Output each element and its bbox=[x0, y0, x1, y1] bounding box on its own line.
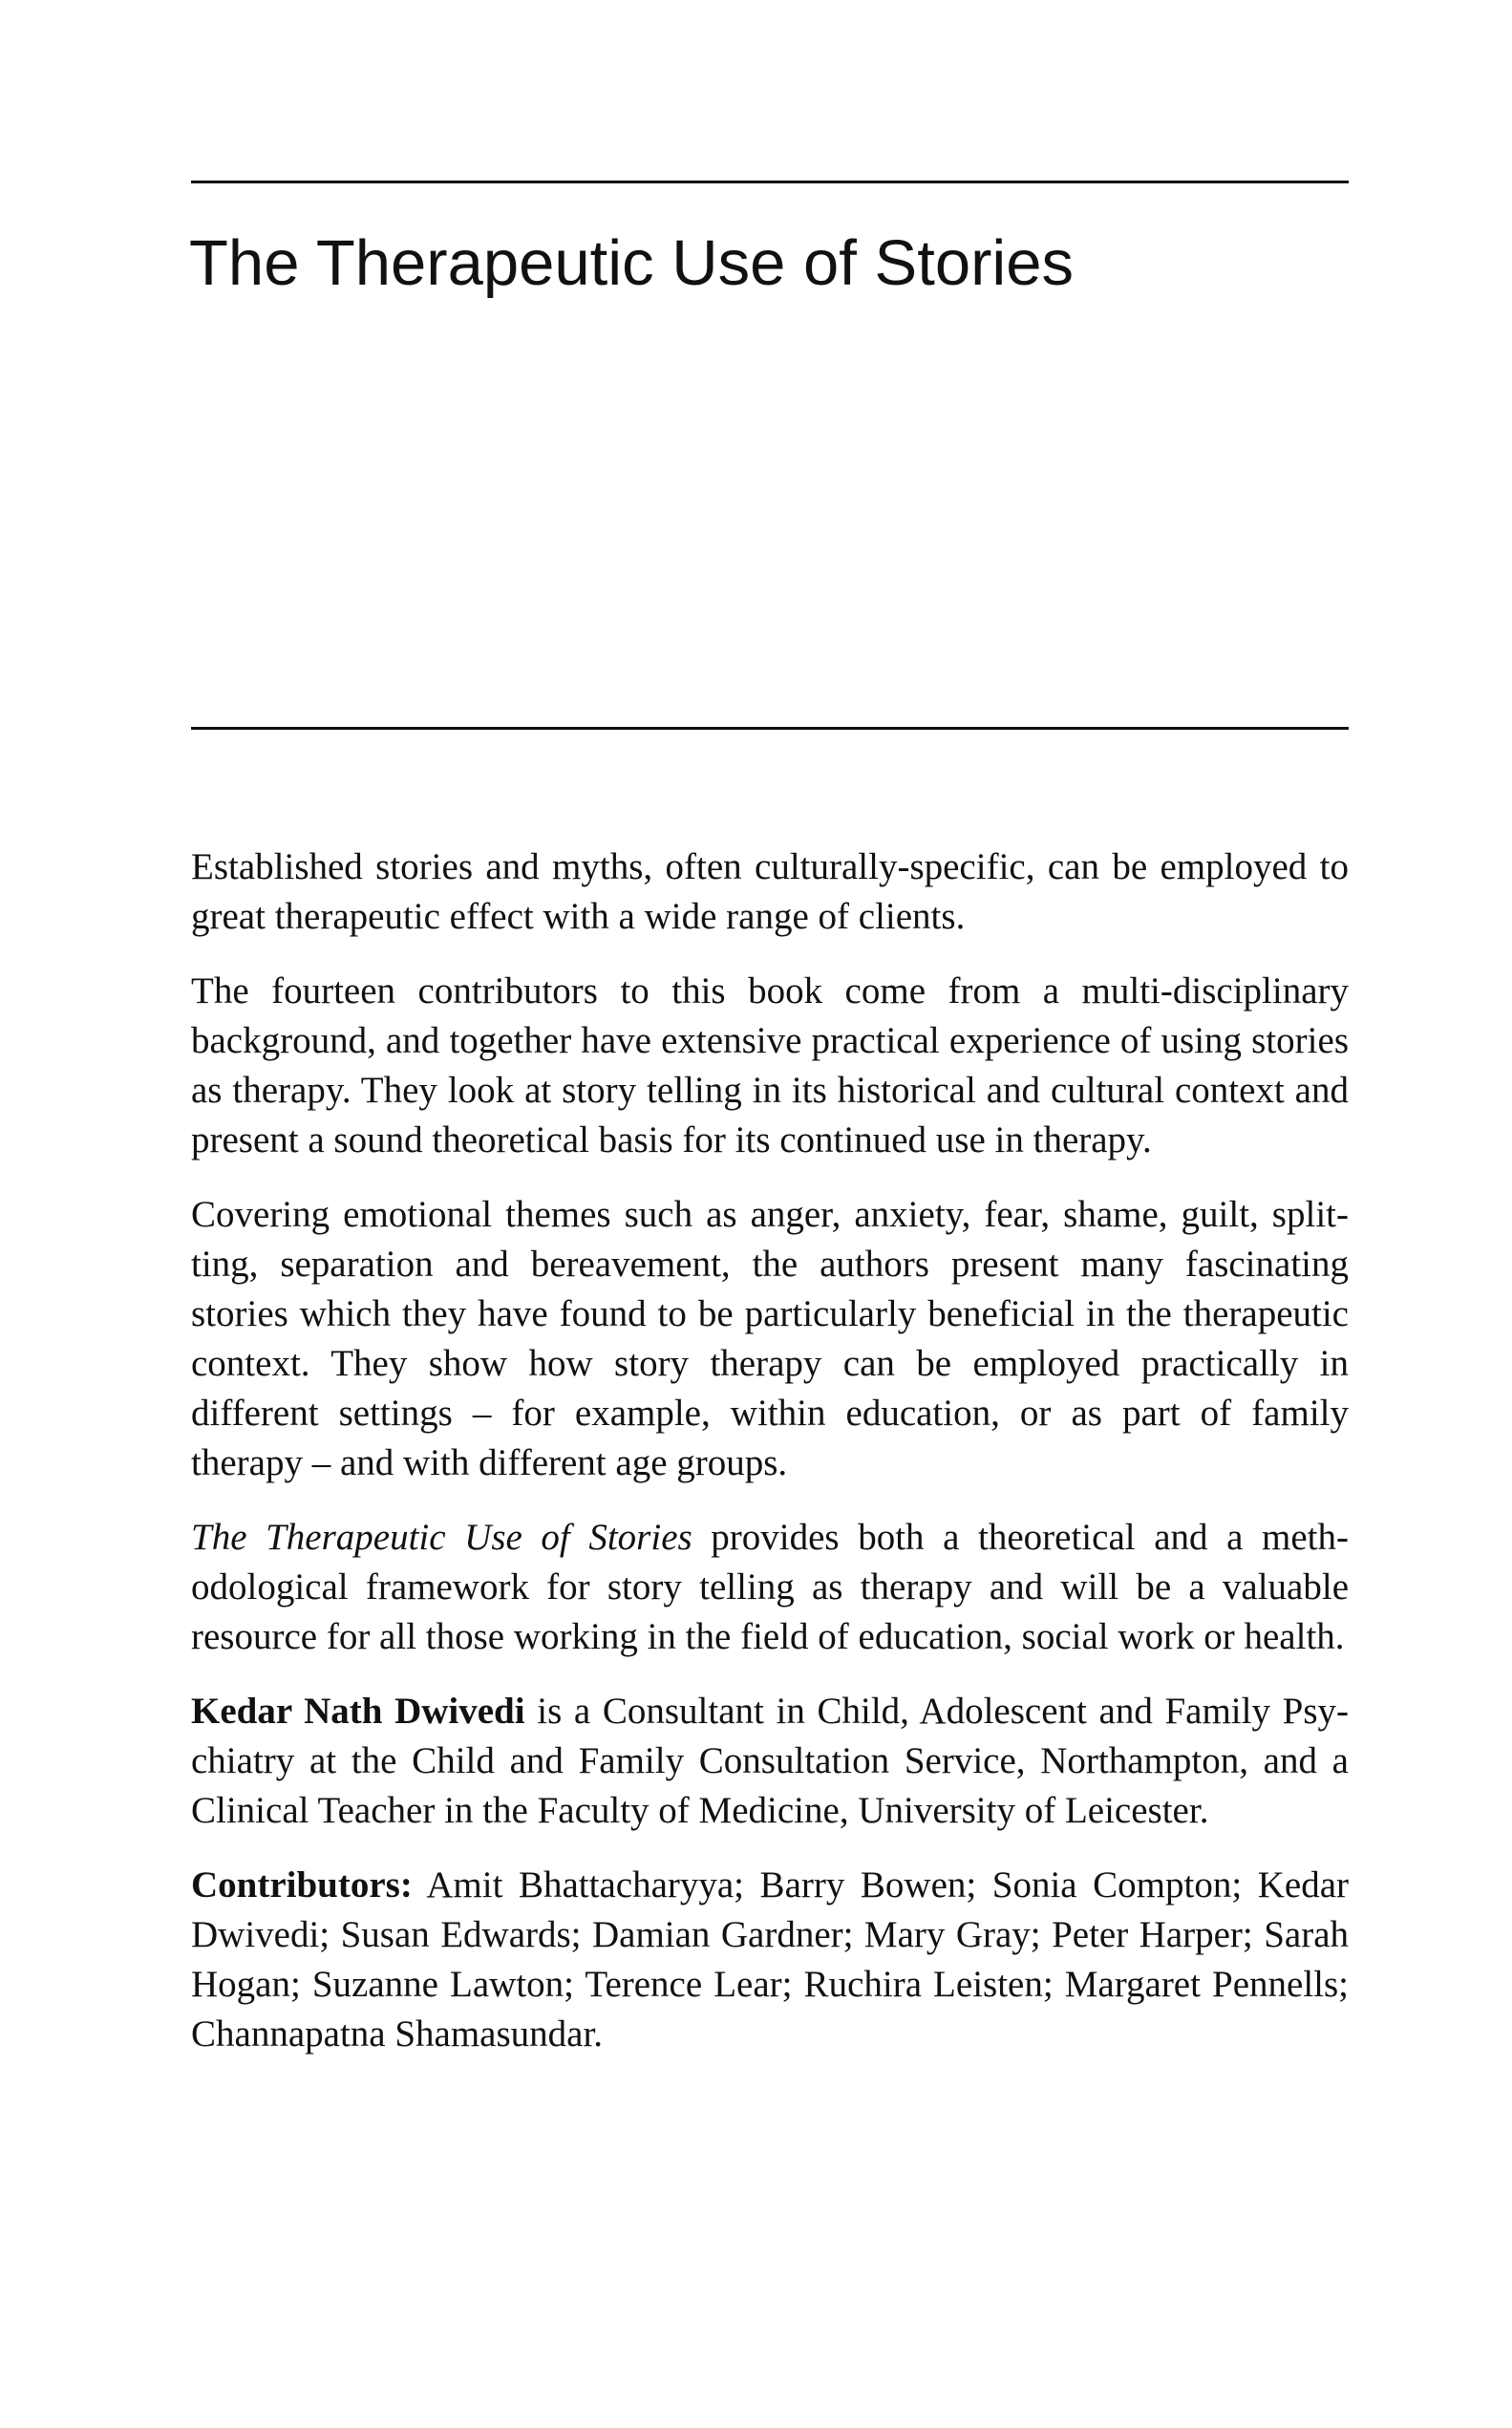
framework-text: provides both a theoretical and a methodological framework for story telling as therapy and will be a valuable resource for all those working in the field of education, social work or health. bbox=[191, 1517, 1349, 1657]
middle-rule bbox=[191, 727, 1349, 730]
top-rule bbox=[191, 181, 1349, 183]
contributors bbox=[191, 1861, 1349, 2059]
blurb-paragraph-intro: Established stories and myths, often culturally-specific, can be employed to great therapeutic effect with a wide range of clients. bbox=[191, 846, 1349, 937]
contributors-label: Contributors: bbox=[191, 1864, 413, 1906]
book-title: The Therapeutic Use of Stories bbox=[189, 227, 1075, 299]
blurb-paragraph-themes: Covering emotional themes such as anger, anxiety, fear, shame, guilt, splitting, separation and bereavement, the authors present many fascinating stories which they have found to be particularly beneficial in the therapeutic context. They show how story therapy can be employed practically in different settings – for example, within education, or as part of family therapy – and with different age groups. bbox=[191, 1194, 1349, 1483]
author-bio-text: is a Consultant in Child, Adolescent and Family Psychiatry at the Child and Family Consultation Service, Northampton, and a Clinical Teacher in the Faculty of Medicine, University of Leicester. bbox=[191, 1691, 1349, 1831]
book-title-italic: The Therapeutic Use of Stories bbox=[191, 1517, 692, 1558]
author-name: Kedar Nath Dwivedi bbox=[191, 1691, 525, 1732]
contributors-list: Amit Bhattacharyya; Barry Bowen; Sonia Compton; Kedar Dwivedi; Susan Edwards; Damian Gardner; Mary Gray; Peter Harper; Sarah Hogan; Suzanne Lawton; Terence Lear; Ruchira Leisten; Margaret Pennells; Channapatna Shamasundar. bbox=[191, 1864, 1349, 2055]
blurb-paragraph-contributors-background: The fourteen contributors to this book come from a multi-disciplinary background, and together have extensive practical experience of using stories as therapy. They look at story telling in its historical and cultural context and present a sound theoretical basis for its continued use in therapy. bbox=[191, 970, 1349, 1161]
author-bio bbox=[191, 1687, 1349, 1836]
blurb-body bbox=[191, 842, 1349, 2084]
blurb-paragraph-framework bbox=[191, 1513, 1349, 1662]
